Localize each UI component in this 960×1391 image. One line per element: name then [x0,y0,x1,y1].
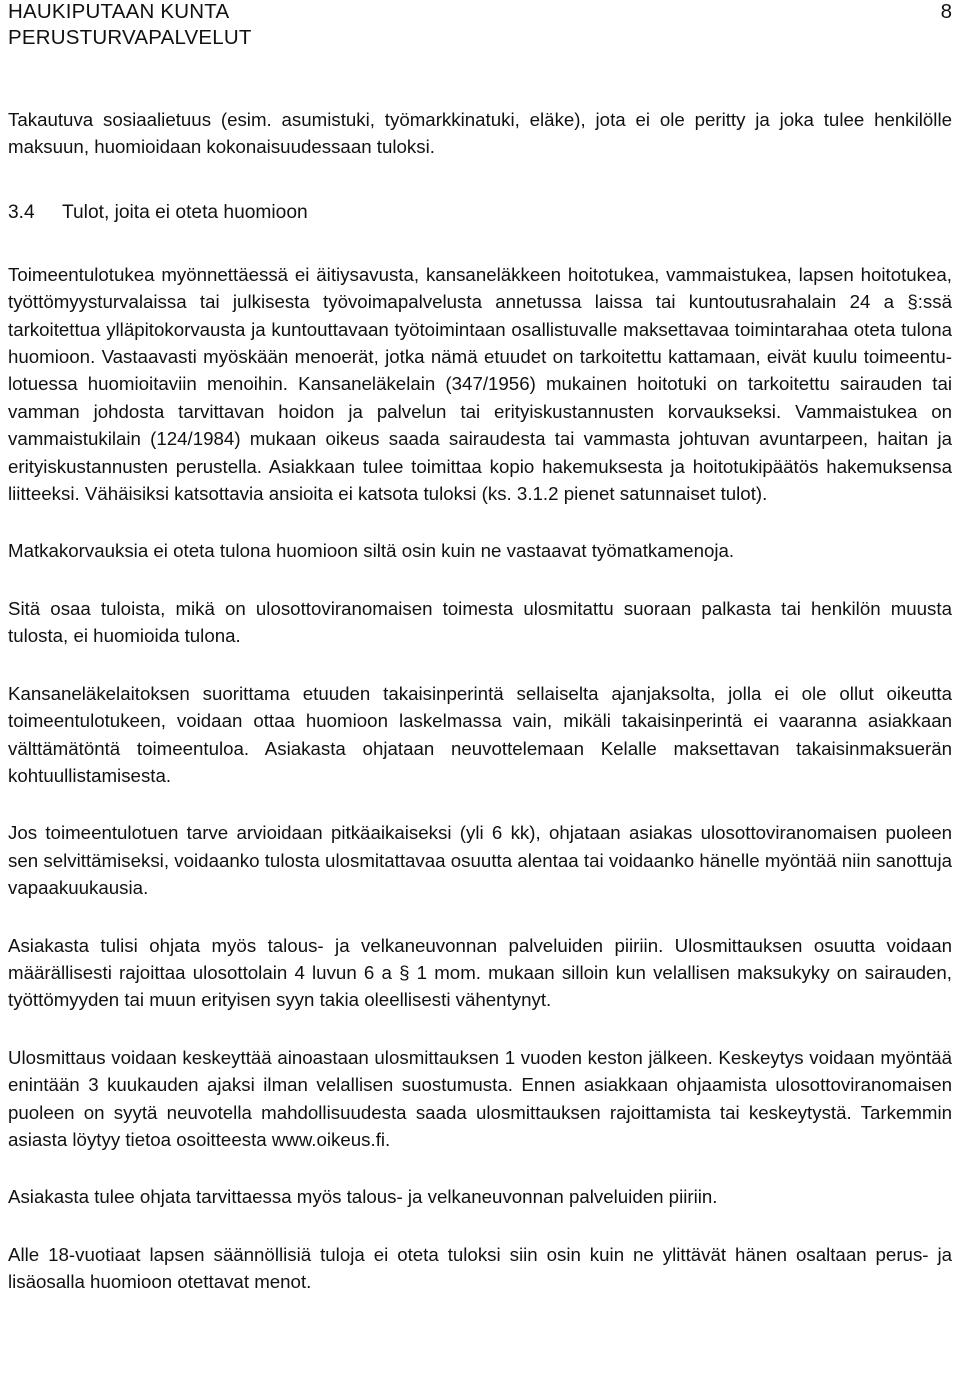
paragraph-kela-recovery: Kansaneläkelaitoksen suorittama etuuden takaisinperintä sellaiselta ajanjaksolta, jolla ei ole ollut oikeutta toimeentulotukeen, voidaan ottaa huomioon laskelmassa vain, mikäli takaisinperintä ei vaaranna asiakkaan välttämätöntä toimeentuloa. Asiakasta ohjataan neuvottelemaan Kelalle maksettavan takaisinmaksuerän kohtuullistamisesta. [8,682,952,786]
organization-name: HAUKIPUTAAN KUNTA [8,0,230,23]
paragraph-minor-income: Alle 18-vuotiaat lapsen säännöllisiä tuloja ei oteta tuloksi siin osin kuin ne ylittävät hänen osaltaan perus- ja lisäosalla huomioon otettavat menot. [8,1243,952,1293]
page-header [8,0,952,60]
paragraph-debt-counselling: Asiakasta tulisi ohjata myös talous- ja velkaneuvonnan palveluiden piiriin. Ulosmittauksen osuutta voidaan määrällisesti rajoittaa ulosottolain 4 luvun 6 a § 1 mom. mukaan silloin kun velallisen maksukyky on sairauden, työttömyyden tai muun erityisen syyn takia oleellisesti vähentynyt. [8,934,952,1011]
section-title: Tulot, joita ei oteta huomioon [62,201,308,223]
department-name: PERUSTURVAPALVELUT [8,26,252,49]
section-number: 3.4 [8,201,35,223]
page-number: 8 [940,0,952,23]
intro-paragraph: Takautuva sosiaalietuus (esim. asumistuki, työmarkkinatuki, eläke), jota ei ole peritty ja joka tulee henkilölle maksuun, huomioidaan kokonaisuudessaan tuloksi. [8,109,952,158]
section-heading [8,199,952,227]
paragraph-long-term-need: Jos toimeentulotuen tarve arvioidaan pitkäaikaiseksi (yli 6 kk), ohjataan asiakas ulosottoviranomaisen puoleen sen selvittämiseksi, voidaanko tulosta ulosmitattavaa osuutta alentaa tai voidaanko hänelle myöntää niin sanottuja vapaakuukausia. [8,822,952,899]
paragraph-excluded-benefits: Toimeentulotukea myönnettäessä ei äitiysavusta, kansaneläkkeen hoitotukea, vammaistukea, lapsen hoitotukea, työttömyysturvalaissa tai julkisesta työvoimapalvelusta annetussa laissa tai kuntoutusrahalain 24 a §:ssä tarkoitettua ylläpitokorvausta ja kuntouttavaan työtoimintaan osallistuvalle maksettavaa toimintarahaa oteta tulona huomioon. Vastaavasti myöskään menoerät, jotka nämä etuudet on tarkoitettu kattamaan, eivät kuulu toimeentulotuessa huomioitaviin menoihin. Kansaneläkelain (347/1956) mukainen hoitotuki on tarkoitettu sairauden tai vamman johdosta tarvittavan hoidon ja palvelun tai erityiskustannusten korvaukseksi. Vammaistukea on vammaistukilain (124/1984) mukaan oikeus saada sairaudesta tai vammasta johtuvan avuntarpeen, haitan ja erityiskustannusten perustella. Asiakkaan tulee toimittaa kopio hakemuksesta ja hoitotukipäätös hakemuksensa liitteeksi. Vähäisiksi katsottavia ansioita ei katsota tuloksi (ks. 3.1.2 pienet satunnaiset tulot). [8,263,952,505]
paragraph-garnishment-suspension: Ulosmittaus voidaan keskeyttää ainoastaan ulosmittauksen 1 vuoden keston jälkeen. Keskeytys voidaan myöntää enintään 3 kuukauden ajaksi ilman velallisen suostumusta. Ennen asiakkaan ohjaamista ulosottoviranomaisen puoleen on syytä neuvotella mahdollisuudesta saada ulosmittauksen rajoittamista tai keskeytystä. Tarkemmin asiasta löytyy tietoa osoitteesta www.oikeus.fi. [8,1046,952,1150]
paragraph-travel-compensation: Matkakorvauksia ei oteta tulona huomioon siltä osin kuin ne vastaavat työmatkamenoja. [8,540,735,562]
paragraph-counselling-referral: Asiakasta tulee ohjata tarvittaessa myös talous- ja velkaneuvonnan palveluiden piiriin. [8,1186,718,1208]
document-body [8,106,952,1326]
paragraph-garnished-income: Sitä osaa tuloista, mikä on ulosottoviranomaisen toimesta ulosmitattu suoraan palkasta tai henkilön muusta tulosta, ei huomioida tulona. [8,597,952,647]
